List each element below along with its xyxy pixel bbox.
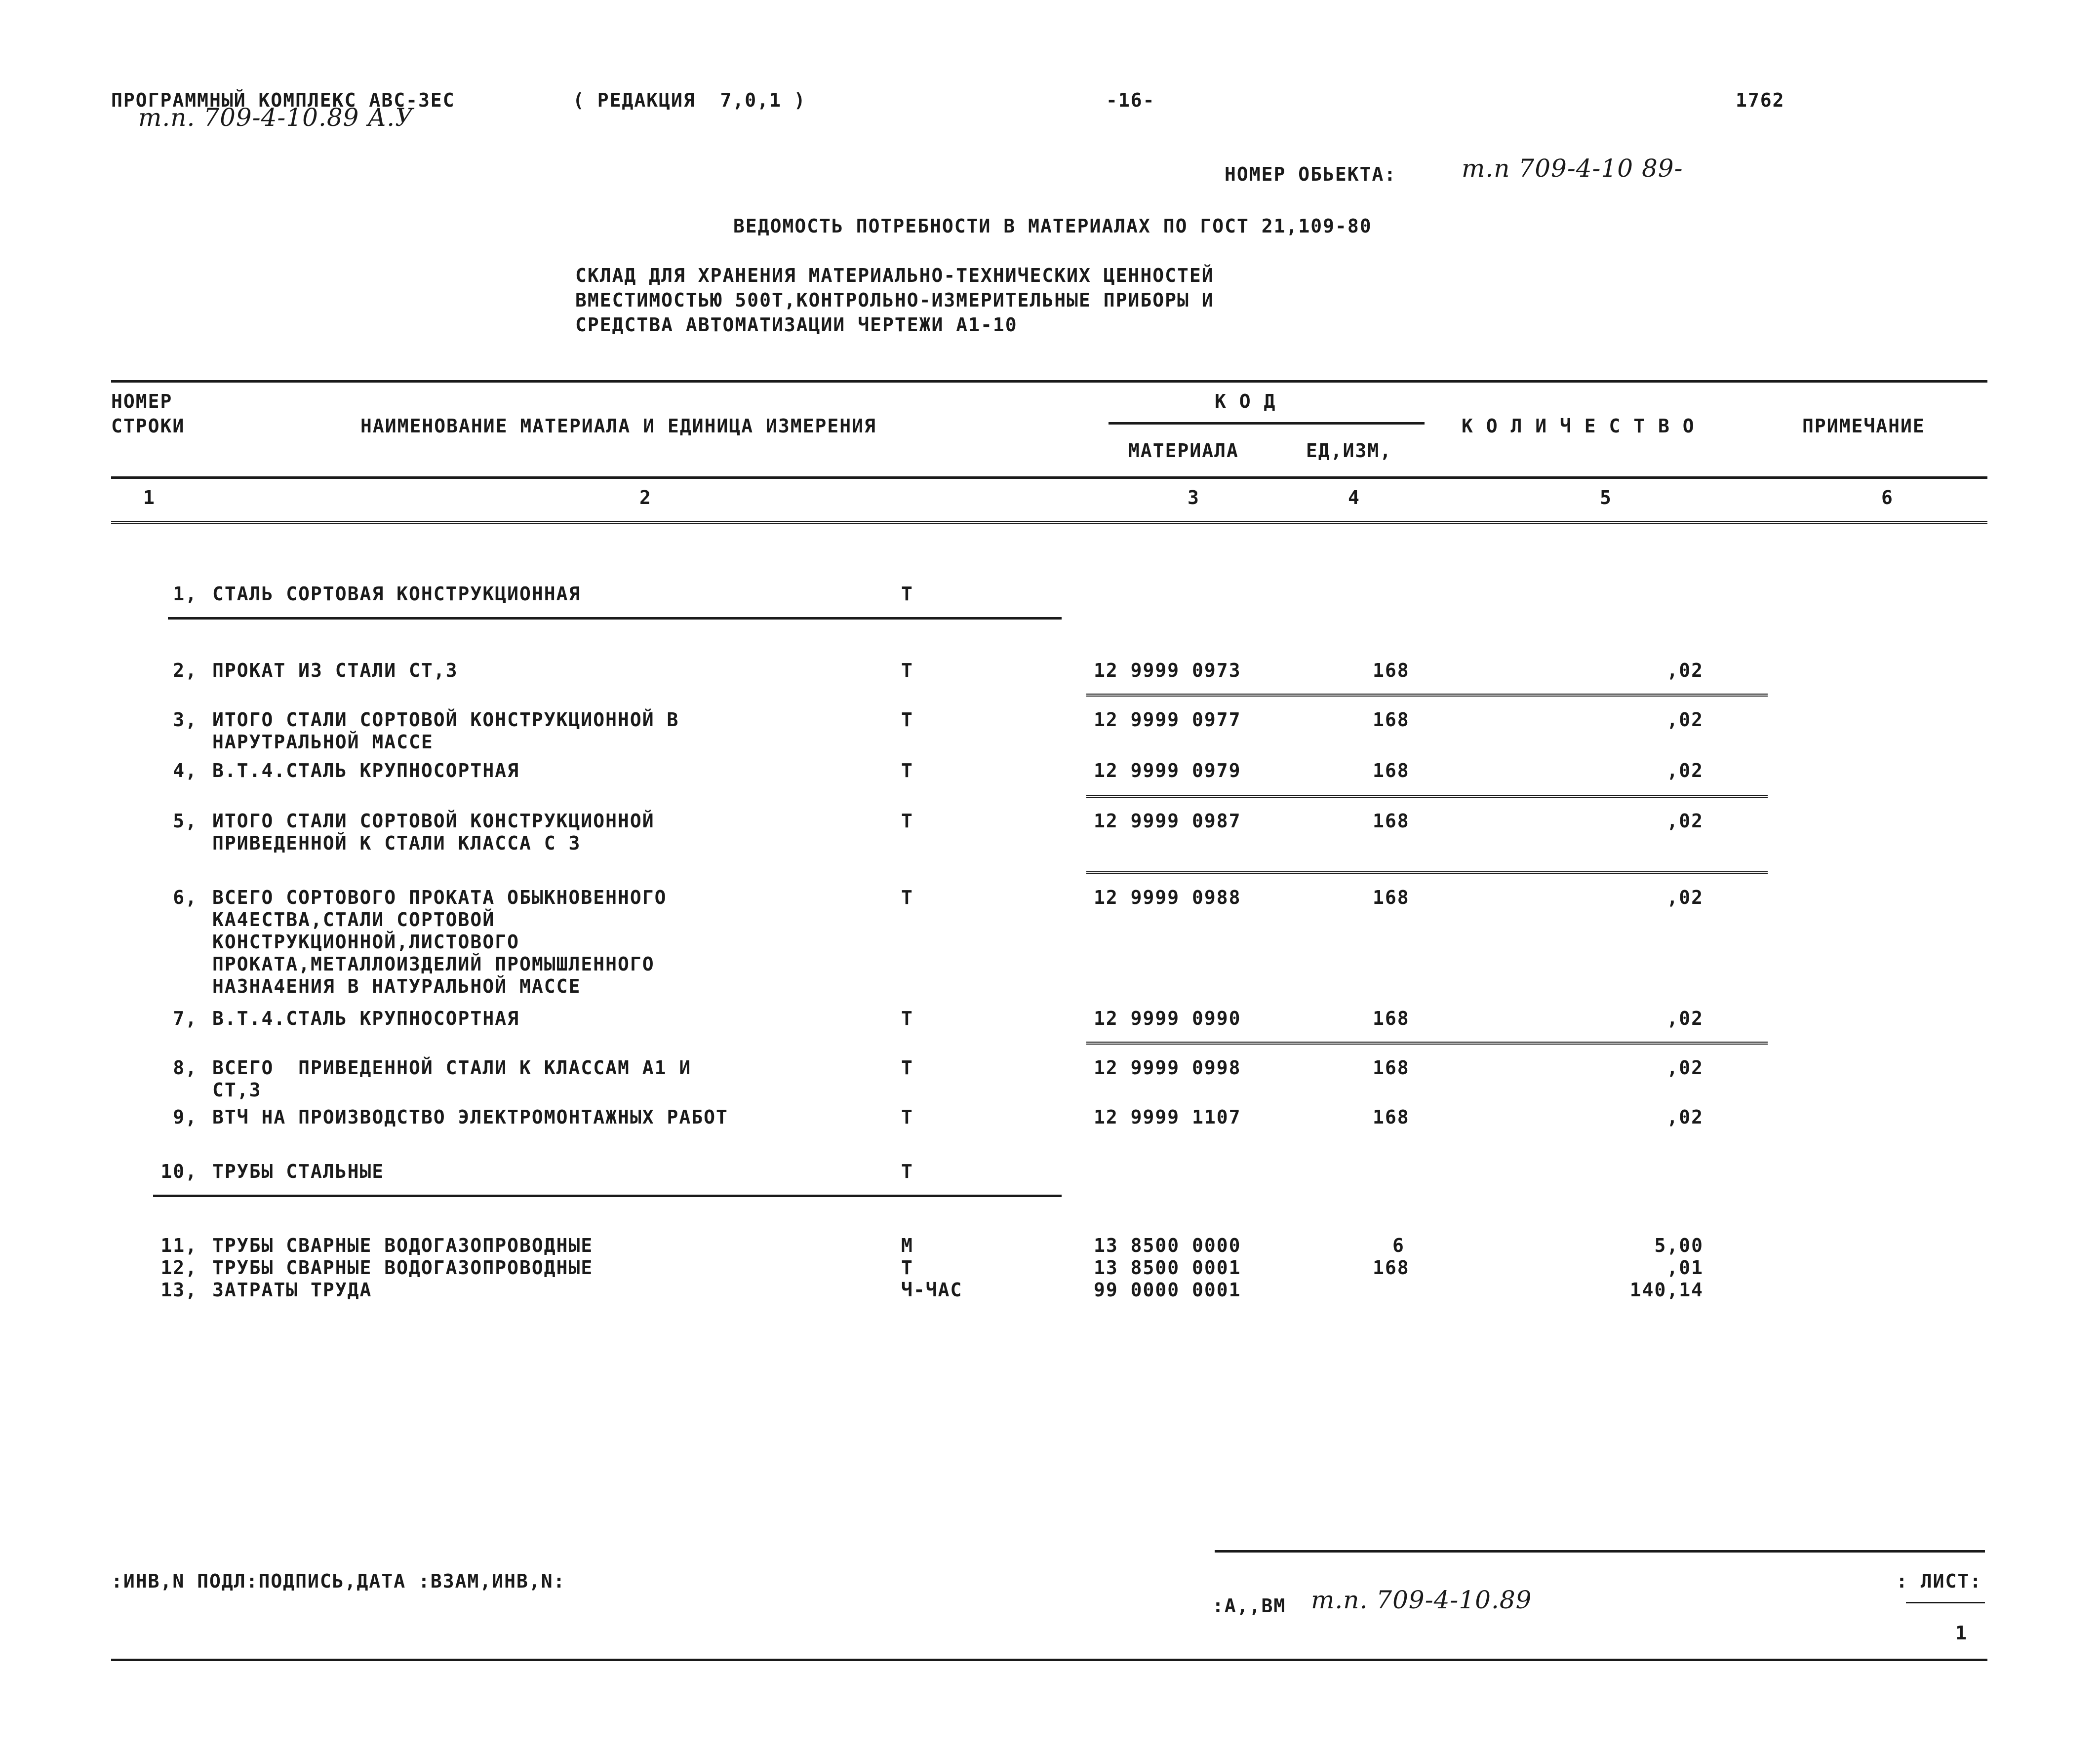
- row-material-name-cont: КА4ЕСТВА,СТАЛИ СОРТОВОЙ: [212, 909, 495, 931]
- row-unit: Т: [901, 887, 913, 908]
- subtotal-rule: [1086, 1042, 1768, 1045]
- row-quantity: ,02: [1666, 810, 1704, 832]
- stamp-doc-label: :А,,ВМ: [1212, 1595, 1286, 1617]
- row-material-code: 12 9999 1107: [1094, 1106, 1241, 1128]
- row-material-name: ИТОГО СТАЛИ СОРТОВОЙ КОНСТРУКЦИОННОЙ: [212, 810, 655, 832]
- row-unit: Т: [901, 660, 913, 681]
- row-material-name: ТРУБЫ СТАЛЬНЫЕ: [212, 1161, 385, 1182]
- page-number: -16-: [1106, 89, 1155, 111]
- row-quantity: 140,14: [1629, 1279, 1704, 1301]
- header-code-material: МАТЕРИАЛА: [1128, 440, 1239, 462]
- row-quantity: ,02: [1666, 1008, 1704, 1029]
- row-unit-code: 168: [1373, 1106, 1410, 1128]
- column-number: 4: [1348, 487, 1360, 508]
- column-number: 6: [1881, 487, 1894, 508]
- row-unit: Т: [901, 760, 913, 781]
- row-unit-code: 168: [1373, 1008, 1410, 1029]
- subtitle-line: СРЕДСТВА АВТОМАТИЗАЦИИ ЧЕРТЕЖИ А1-10: [575, 314, 1018, 336]
- document-title: ВЕДОМОСТЬ ПОТРЕБНОСТИ В МАТЕРИАЛАХ ПО ГОСТ 21,109-80: [733, 215, 1372, 237]
- row-unit: М: [901, 1235, 913, 1256]
- group-underline: [153, 1195, 1062, 1197]
- row-quantity: ,02: [1666, 760, 1704, 781]
- header-material-name: НАИМЕНОВАНИЕ МАТЕРИАЛА И ЕДИНИЦА ИЗМЕРЕНИЯ: [360, 415, 876, 437]
- row-unit-code: 168: [1373, 887, 1410, 908]
- row-quantity: 5,00: [1654, 1235, 1704, 1256]
- row-unit-code: 168: [1373, 1057, 1410, 1079]
- row-material-name: В.Т.4.СТАЛЬ КРУПНОСОРТНАЯ: [212, 1008, 519, 1029]
- row-material-name: ВСЕГО ПРИВЕДЕННОЙ СТАЛИ К КЛАССАМ А1 И: [212, 1057, 692, 1079]
- row-number: 4,: [173, 760, 198, 781]
- row-number: 2,: [173, 660, 198, 681]
- row-material-code: 99 0000 0001: [1094, 1279, 1241, 1301]
- row-unit: Т: [901, 1106, 913, 1128]
- column-number: 1: [143, 487, 156, 508]
- row-material-name-cont: НАЗНА4ЕНИЯ В НАТУРАЛЬНОЙ МАССЕ: [212, 975, 581, 997]
- row-number: 3,: [173, 709, 198, 731]
- row-number: 11,: [160, 1235, 198, 1256]
- row-material-code: 12 9999 0973: [1094, 660, 1241, 681]
- row-material-name: В.Т.4.СТАЛЬ КРУПНОСОРТНАЯ: [212, 760, 519, 781]
- row-material-name-cont: СТ,3: [212, 1079, 262, 1101]
- row-unit-code: 168: [1373, 760, 1410, 781]
- stamp-fields: :ИНВ,N ПОДЛ:ПОДПИСЬ,ДАТА :ВЗАМ,ИНВ,N:: [111, 1570, 566, 1592]
- row-number: 9,: [173, 1106, 198, 1128]
- row-material-name-cont: ПРИВЕДЕННОЙ К СТАЛИ КЛАССА С 3: [212, 832, 581, 854]
- row-quantity: ,02: [1666, 1106, 1704, 1128]
- row-number: 5,: [173, 810, 198, 832]
- row-unit: Т: [901, 1057, 913, 1079]
- object-number-value: т.п 709-4-10 89-: [1462, 154, 1683, 183]
- row-material-code: 13 8500 0001: [1094, 1257, 1241, 1279]
- column-number: 5: [1600, 487, 1612, 508]
- subtitle-line: ВМЕСТИМОСТЬЮ 500Т,КОНТРОЛЬНО-ИЗМЕРИТЕЛЬНЫЕ ПРИБОРЫ И: [575, 289, 1214, 311]
- row-unit-code: 168: [1373, 660, 1410, 681]
- row-quantity: ,02: [1666, 660, 1704, 681]
- row-material-code: 12 9999 0990: [1094, 1008, 1241, 1029]
- row-unit: Ч-ЧАС: [901, 1279, 963, 1301]
- header-code: К О Д: [1215, 390, 1276, 412]
- column-number: 3: [1188, 487, 1200, 508]
- row-material-name: ТРУБЫ СВАРНЫЕ ВОДОГАЗОПРОВОДНЫЕ: [212, 1235, 594, 1256]
- row-quantity: ,02: [1666, 1057, 1704, 1079]
- subtotal-rule: [1086, 871, 1768, 874]
- row-unit: Т: [901, 1008, 913, 1029]
- row-material-code: 12 9999 0998: [1094, 1057, 1241, 1079]
- header-code-divider: [1109, 422, 1425, 425]
- row-unit-code: 168: [1373, 1257, 1410, 1279]
- row-quantity: ,02: [1666, 887, 1704, 908]
- row-quantity: ,01: [1666, 1257, 1704, 1279]
- row-number: 12,: [160, 1257, 198, 1279]
- column-number: 2: [639, 487, 652, 508]
- row-material-name-cont: НАРУТРАЛЬНОЙ МАССЕ: [212, 731, 434, 753]
- row-material-name: ЗАТРАТЫ ТРУДА: [212, 1279, 372, 1301]
- handwritten-reference: т.п. 709-4-10.89 А.У: [138, 103, 414, 132]
- program-name: ПРОГРАММНЫЙ КОМПЛЕКС АВС-ЗЕС: [111, 89, 455, 111]
- row-unit: Т: [901, 1257, 913, 1279]
- subtitle-line: СКЛАД ДЛЯ ХРАНЕНИЯ МАТЕРИАЛЬНО-ТЕХНИЧЕСКИХ ЦЕННОСТЕЙ: [575, 265, 1214, 286]
- row-material-name: ВСЕГО СОРТОВОГО ПРОКАТА ОБЫКНОВЕННОГО: [212, 887, 667, 908]
- header-note: ПРИМЕЧАНИЕ: [1802, 415, 1925, 437]
- row-material-code: 13 8500 0000: [1094, 1235, 1241, 1256]
- row-material-name: ПРОКАТ ИЗ СТАЛИ СТ,3: [212, 660, 458, 681]
- sheet-divider: [1906, 1602, 1985, 1603]
- row-number: 13,: [160, 1279, 198, 1301]
- row-material-code: 12 9999 0988: [1094, 887, 1241, 908]
- row-unit-code: 168: [1373, 709, 1410, 731]
- sheet-label: : ЛИСТ:: [1896, 1570, 1982, 1592]
- row-quantity: ,02: [1666, 709, 1704, 731]
- program-edition: ( РЕДАКЦИЯ 7,0,1 ): [573, 89, 806, 111]
- row-number: 10,: [160, 1161, 198, 1182]
- header-row-number-2: СТРОКИ: [111, 415, 185, 437]
- row-material-code: 12 9999 0979: [1094, 760, 1241, 781]
- header-quantity: К О Л И Ч Е С Т В О: [1462, 415, 1695, 437]
- row-number: 8,: [173, 1057, 198, 1079]
- document-number: 1762: [1736, 89, 1785, 111]
- row-unit: Т: [901, 1161, 913, 1182]
- stamp-bottom-rule: [111, 1659, 1987, 1661]
- row-material-name: ВТЧ НА ПРОИЗВОДСТВО ЭЛЕКТРОМОНТАЖНЫХ РАБОТ: [212, 1106, 728, 1128]
- row-number: 1,: [173, 583, 198, 605]
- row-unit-code: 6: [1392, 1235, 1405, 1256]
- table-top-rule: [111, 380, 1987, 383]
- row-material-code: 12 9999 0987: [1094, 810, 1241, 832]
- object-number-label: НОМЕР ОБЬЕКТА:: [1225, 163, 1397, 185]
- header-divider-rule: [111, 476, 1987, 479]
- header-code-unit: ЕД,ИЗМ,: [1306, 440, 1392, 462]
- group-underline: [168, 617, 1062, 620]
- stamp-top-rule: [1215, 1550, 1985, 1553]
- row-material-name-cont: ПРОКАТА,МЕТАЛЛОИЗДЕЛИЙ ПРОМЫШЛЕННОГО: [212, 953, 655, 975]
- subtotal-rule: [1086, 694, 1768, 697]
- row-material-name-cont: КОНСТРУКЦИОННОЙ,ЛИСТОВОГО: [212, 931, 519, 953]
- row-number: 7,: [173, 1008, 198, 1029]
- row-number: 6,: [173, 887, 198, 908]
- row-unit-code: 168: [1373, 810, 1410, 832]
- row-material-name: ТРУБЫ СВАРНЫЕ ВОДОГАЗОПРОВОДНЫЕ: [212, 1257, 594, 1279]
- header-bottom-rule: [111, 521, 1987, 524]
- subtotal-rule: [1086, 795, 1768, 798]
- row-unit: Т: [901, 709, 913, 731]
- row-material-name: ИТОГО СТАЛИ СОРТОВОЙ КОНСТРУКЦИОННОЙ В: [212, 709, 679, 731]
- row-material-code: 12 9999 0977: [1094, 709, 1241, 731]
- stamp-doc-number: т.п. 709-4-10.89: [1311, 1586, 1532, 1614]
- header-row-number: НОМЕР: [111, 390, 173, 412]
- row-unit: Т: [901, 810, 913, 832]
- sheet-number: 1: [1955, 1622, 1968, 1644]
- row-unit: Т: [901, 583, 913, 605]
- row-material-name: СТАЛЬ СОРТОВАЯ КОНСТРУКЦИОННАЯ: [212, 583, 581, 605]
